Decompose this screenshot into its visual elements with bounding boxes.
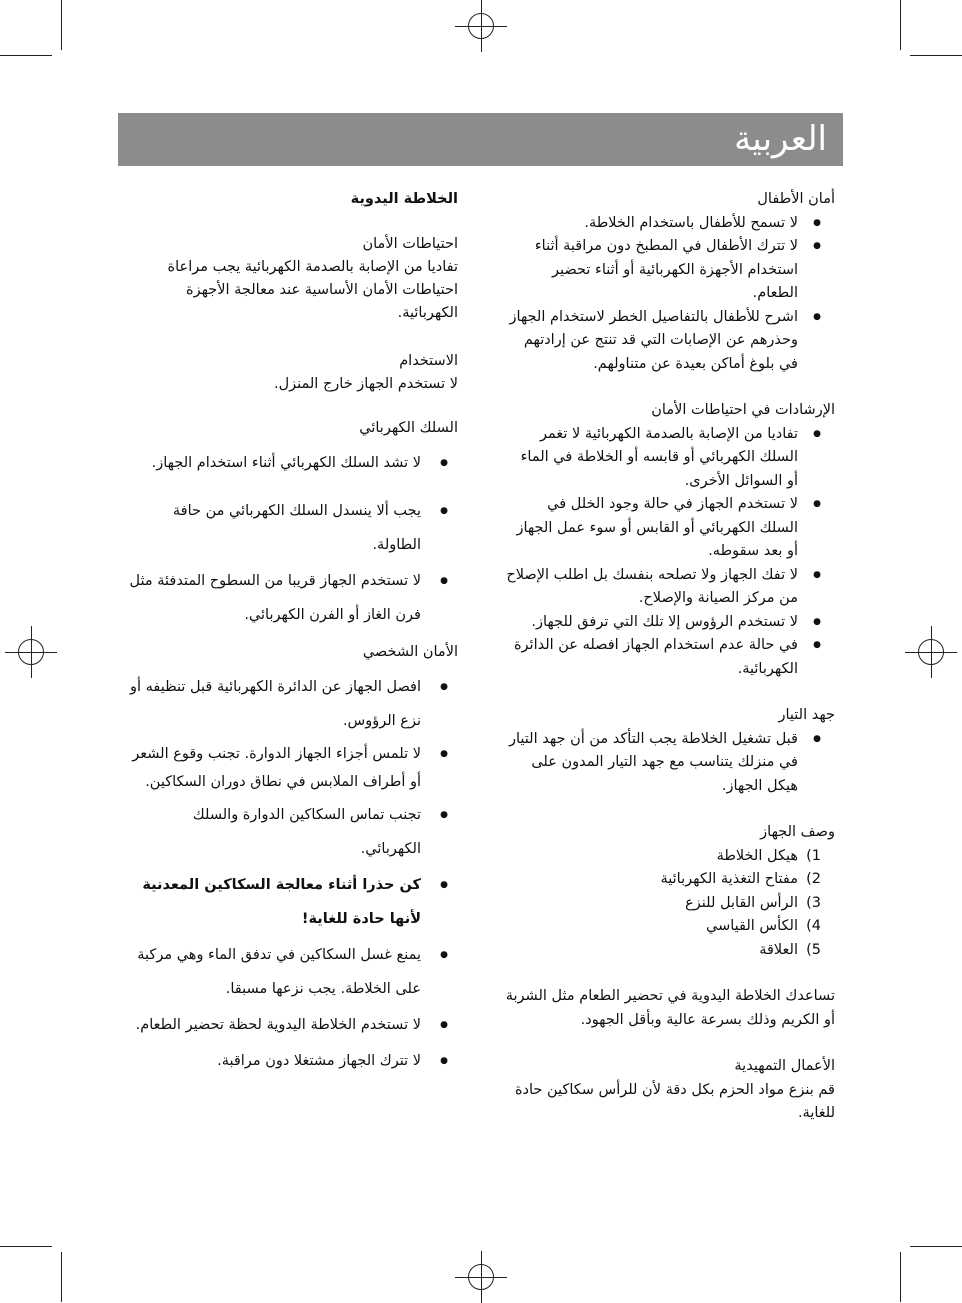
part-item — [505, 868, 835, 892]
section-heading: احتياطات الأمان — [362, 236, 458, 252]
paragraph: لا تستخدم الجهاز خارج المنزل. — [273, 376, 458, 392]
registration-mark-right — [918, 639, 944, 665]
crop-mark — [910, 55, 962, 56]
section-title: الخلاطة اليدوية — [350, 191, 458, 207]
left-column — [128, 186, 458, 1080]
section-power-cord — [128, 416, 458, 632]
list-item: ● اشرح للأطفال بالتفاصيل الخطر لاستخدام الجهاز وحذرهم عن الإصابات التي قد تنتج عن إرادتهم في بلوغ أماكن بعيدة عن متناولهم. — [505, 306, 835, 377]
section-safety-instructions — [505, 399, 835, 681]
language-header — [118, 113, 843, 166]
list-item: ● تجنب تماس السكاكين الدوارة والسلك الكهربائي. — [128, 798, 458, 866]
list-item: ● يمنع غسل السكاكين في تدفق الماء وهي مركبة على الخلاطة. يجب نزعها مسبقا. — [128, 938, 458, 1006]
crop-mark — [61, 1252, 62, 1302]
list-item: ● في حالة عدم استخدام الجهاز افصله عن الدائرة الكهربائية. — [505, 634, 835, 681]
part-number: 3) — [806, 894, 821, 911]
list-item: ● لا تستخدم الرؤوس إلا تلك التي ترفق للجهاز. — [505, 611, 835, 635]
section-heading: الأعمال التمهيدية — [734, 1058, 835, 1074]
right-column — [505, 188, 835, 1126]
part-number: 5) — [806, 941, 821, 958]
crop-mark — [900, 1252, 901, 1302]
part-item — [505, 915, 835, 939]
list-item: ● لا تستخدم الجهاز في حالة وجود الخلل في السلك الكهربائي أو القابس أو سوء عمل الجهاز أو بعد سقوطه. — [505, 493, 835, 564]
registration-mark-top — [468, 13, 494, 39]
section-usage — [128, 349, 458, 396]
part-number: 4) — [806, 918, 821, 934]
warning-item: ● كن حذرا أثناء معالجة السكاكين المعدنية لأنها حادة للغاية! — [128, 868, 458, 936]
part-label: الرأس القابل للنزع — [685, 894, 798, 911]
section-precautions — [128, 232, 458, 325]
section-heading: الاستخدام — [399, 353, 458, 369]
section-heading: أمان الأطفال — [757, 191, 835, 207]
section-child-safety — [505, 188, 835, 376]
list-item: ● لا تترك الأطفال في المطبخ دون مراقبة أثناء استخدام الأجهزة الكهربائية أو أثناء تحضير الطعام. — [505, 235, 835, 306]
list-item: ● لا تستخدم الجهاز قريبا من السطوح المتدفئة مثل فرن الغاز أو الفرن الكهربائي. — [128, 564, 458, 632]
intro-paragraph: تساعدك الخلاطة اليدوية في تحضير الطعام مثل الشربة أو الكريم وذلك بسرعة عالية وبأقل الجهود. — [505, 988, 835, 1028]
part-label: العلاقة — [759, 941, 798, 958]
part-item — [505, 892, 835, 916]
part-number: 2) — [806, 871, 821, 887]
list-item: ● افصل الجهاز عن الدائرة الكهربائية قبل تنظيفه أو نزع الرؤوس. — [128, 670, 458, 738]
list-item: ● يجب ألا ينسدل السلك الكهربائي من حافة الطاولة. — [128, 494, 458, 562]
part-item — [505, 845, 835, 869]
section-heading: السلك الكهربائي — [359, 420, 458, 436]
part-label: الكأس القياسي — [706, 918, 798, 934]
crop-mark — [910, 1246, 962, 1247]
list-item: ● لا تستخدم الخلاطة اليدوية لحظة تحضير الطعام. — [128, 1008, 458, 1042]
part-item — [505, 939, 835, 963]
paragraph: تفاديا من الإصابة بالصدمة الكهربائية يجب مراعاة احتياطات الأمان الأساسية عند معالجة الأجهزة الكهربائية. — [167, 259, 458, 321]
registration-mark-bottom — [468, 1264, 494, 1290]
registration-mark-left — [18, 639, 44, 665]
list-item: ● لا تسمح للأطفال باستخدام الخلاطة. — [505, 212, 835, 236]
list-item: ● لا تلمس أجزاء الجهاز الدوارة. تجنب وقوع الشعر أو أطراف الملابس في نطاق دوران السكاكين. — [128, 740, 458, 796]
paragraph: قم بنزع مواد الحزم بكل دقة لأن للرأس سكاكين حادة للغاية. — [514, 1081, 835, 1121]
section-personal-safety — [128, 640, 458, 1078]
part-label: هيكل الخلاطة — [716, 847, 798, 864]
section-description — [505, 821, 835, 962]
crop-mark — [900, 0, 901, 50]
section-heading: وصف الجهاز — [760, 824, 835, 840]
language-title: العربية — [734, 119, 827, 159]
list-item: ● لا تفك الجهاز ولا تصلحه بنفسك بل اطلب الإصلاح من مركز الصيانة والإصلاح. — [505, 564, 835, 611]
list-item: ● لا تشد السلك الكهربائي أثناء استخدام الجهاز. — [128, 446, 458, 480]
section-heading: الأمان الشخصي — [362, 644, 458, 660]
section-heading: الإرشادات في احتياطات الأمان — [651, 402, 835, 418]
crop-mark — [0, 55, 52, 56]
section-preparation — [505, 1055, 835, 1126]
crop-mark — [61, 0, 62, 50]
list-item: ● لا تترك الجهاز مشتغلا دون مراقبة. — [128, 1044, 458, 1078]
part-label: مفتاح التغذية الكهربائية — [660, 871, 798, 887]
crop-mark — [0, 1246, 52, 1247]
section-heading: جهد التيار — [778, 707, 835, 723]
part-number: 1) — [806, 847, 821, 864]
section-voltage — [505, 704, 835, 798]
list-item: ● قبل تشغيل الخلاطة يجب التأكد من أن جهد التيار في منزلك يتناسب مع جهد التيار المدون على هيكل الجهاز. — [505, 728, 835, 799]
list-item: ● تفاديا من الإصابة بالصدمة الكهربائية لا تغمر السلك الكهربائي أو قابسه أو الخلاطة في الماء أو السوائل الأخرى. — [505, 423, 835, 494]
